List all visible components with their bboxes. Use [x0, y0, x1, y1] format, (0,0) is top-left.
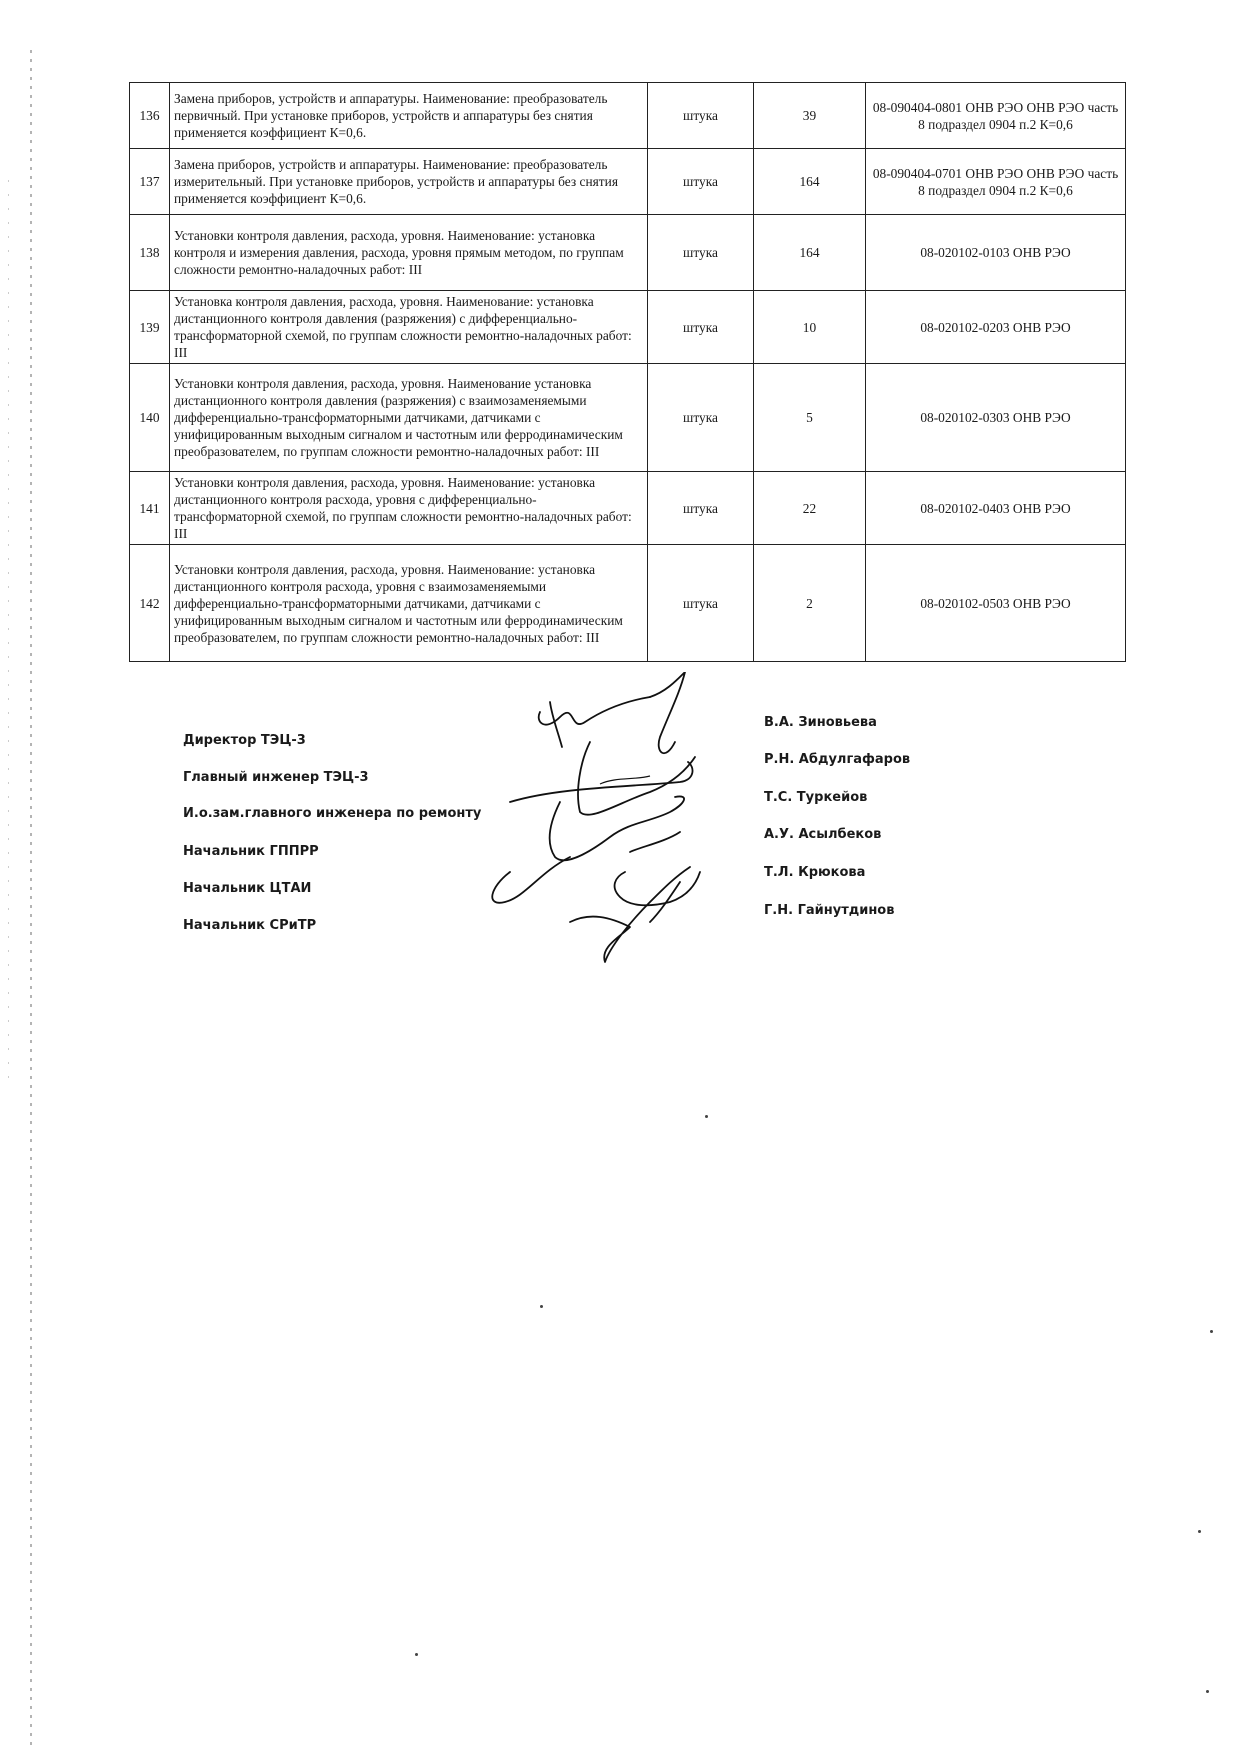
signatory-name: В.А. Зиновьева: [764, 715, 877, 730]
scan-speck: [1206, 1690, 1209, 1693]
norm-code: 08-020102-0303 ОНВ РЭО: [866, 364, 1126, 472]
unit-of-measure: штука: [648, 545, 754, 662]
scan-speck: [1198, 1530, 1201, 1533]
unit-of-measure: штука: [648, 215, 754, 291]
norm-code: 08-020102-0103 ОНВ РЭО: [866, 215, 1126, 291]
scan-speck: [705, 1115, 708, 1118]
work-description: Установки контроля давления, расхода, уровня. Наименование: установка дистанционного контроля расхода, уровня с дифференциально-трансформаторной схемой, по группам сложности ремонтно-наладочных работ: III: [170, 472, 648, 545]
quantity: 164: [754, 215, 866, 291]
norm-code: 08-020102-0403 ОНВ РЭО: [866, 472, 1126, 545]
unit-of-measure: штука: [648, 291, 754, 364]
row-number: 136: [130, 83, 170, 149]
position-title: И.о.зам.главного инженера по ремонту: [183, 806, 482, 821]
scan-speck: [1210, 1330, 1213, 1333]
signatory-name: А.У. Асылбеков: [764, 827, 882, 842]
row-number: 140: [130, 364, 170, 472]
quantity: 5: [754, 364, 866, 472]
position-title: Директор ТЭЦ-3: [183, 733, 306, 748]
unit-of-measure: штука: [648, 149, 754, 215]
work-description: Установки контроля давления, расхода, уровня. Наименование: установка контроля и измерения давления, расхода, уровня прямым методом, по группам сложности ремонтно-наладочных работ: III: [170, 215, 648, 291]
signatory-name: Г.Н. Гайнутдинов: [764, 903, 895, 918]
quantity: 22: [754, 472, 866, 545]
norm-code: 08-020102-0203 ОНВ РЭО: [866, 291, 1126, 364]
scan-speck: [415, 1653, 418, 1656]
quantity: 39: [754, 83, 866, 149]
unit-of-measure: штука: [648, 472, 754, 545]
quantity: 164: [754, 149, 866, 215]
position-title: Главный инженер ТЭЦ-3: [183, 770, 369, 785]
signatory-name: Т.Л. Крюкова: [764, 865, 866, 880]
work-description: Замена приборов, устройств и аппаратуры. Наименование: преобразователь измерительный. При установке приборов, устройств и аппаратуры без снятия применяется коэффициент К=0,6.: [170, 149, 648, 215]
signatory-name: Р.Н. Абдулгафаров: [764, 752, 911, 767]
quantity: 10: [754, 291, 866, 364]
position-title: Начальник ЦТАИ: [183, 881, 312, 896]
norm-code: 08-090404-0701 ОНВ РЭО ОНВ РЭО часть 8 подраздел 0904 п.2 К=0,6: [866, 149, 1126, 215]
signatory-name: Т.С. Туркейов: [764, 790, 868, 805]
scan-speck: [540, 1305, 543, 1308]
row-number: 138: [130, 215, 170, 291]
row-number: 141: [130, 472, 170, 545]
row-number: 137: [130, 149, 170, 215]
handwritten-signatures: [480, 672, 780, 972]
position-title: Начальник СРиТР: [183, 918, 317, 933]
unit-of-measure: штука: [648, 364, 754, 472]
work-description: Установки контроля давления, расхода, уровня. Наименование: установка дистанционного контроля расхода, уровня с взаимозаменяемыми дифференциально-трансформаторными датчиками, датчиками с унифицированным выходным сигналом и частотным или ферродинамическим преобразователем, по группам сложности ремонтно-наладочных работ: III: [170, 545, 648, 662]
row-number: 139: [130, 291, 170, 364]
norm-code: 08-090404-0801 ОНВ РЭО ОНВ РЭО часть 8 подраздел 0904 п.2 К=0,6: [866, 83, 1126, 149]
quantity: 2: [754, 545, 866, 662]
row-number: 142: [130, 545, 170, 662]
work-description: Установки контроля давления, расхода, уровня. Наименование установка дистанционного контроля давления (разряжения) с взаимозаменяемыми дифференциально-трансформаторными датчиками, датчиками с унифицированным выходным сигналом и частотным или ферродинамическим преобразователем, по группам сложности ремонтно-наладочных работ: III: [170, 364, 648, 472]
norm-code: 08-020102-0503 ОНВ РЭО: [866, 545, 1126, 662]
work-description: Замена приборов, устройств и аппаратуры. Наименование: преобразователь первичный. При установке приборов, устройств и аппаратуры без снятия применяется коэффициент К=0,6.: [170, 83, 648, 149]
position-title: Начальник ГППРР: [183, 844, 319, 859]
work-description: Установка контроля давления, расхода, уровня. Наименование: установка дистанционного контроля давления (разряжения) с дифференциально-трансформаторной схемой, по группам сложности ремонтно-наладочных работ: III: [170, 291, 648, 364]
unit-of-measure: штука: [648, 83, 754, 149]
